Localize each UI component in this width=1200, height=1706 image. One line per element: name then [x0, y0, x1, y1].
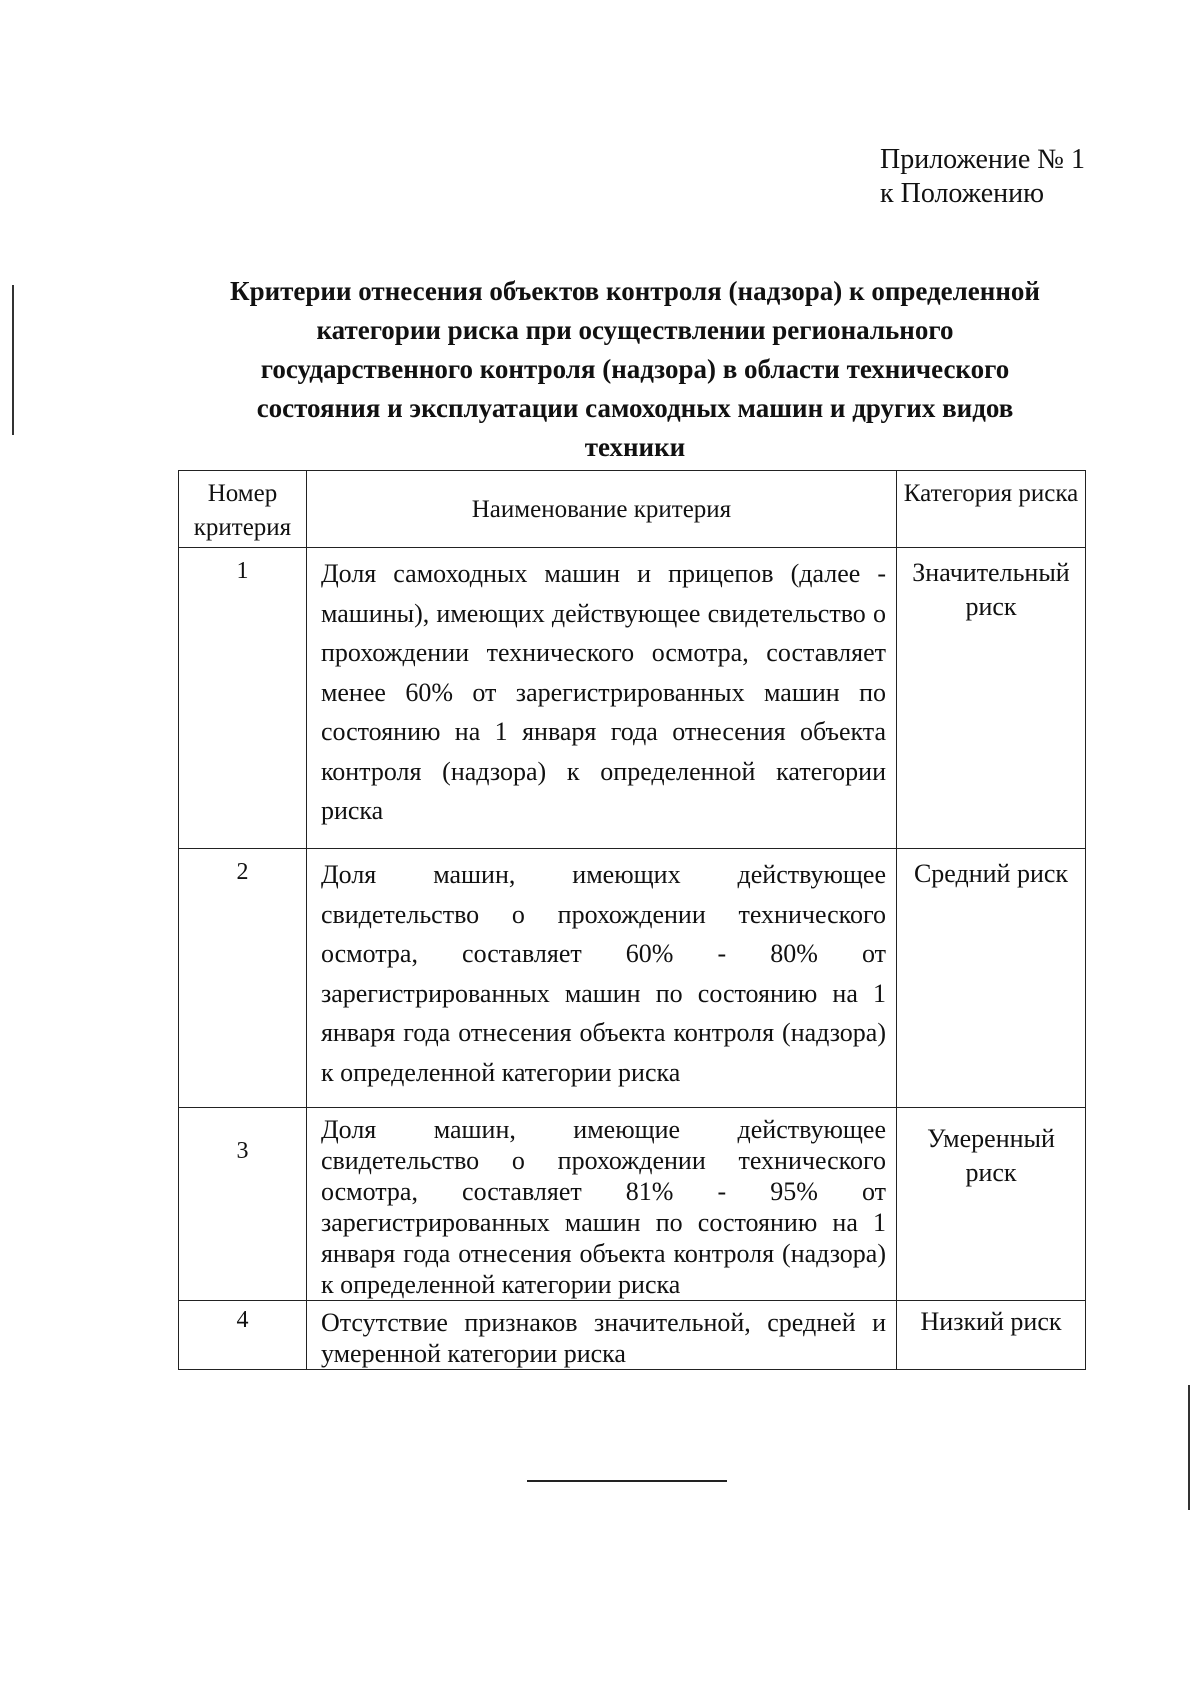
criterion-name: Доля машин, имеющих действующее свидетельство о прохождении технического осмотра, составляет 60% - 80% от зарегистрированных машин по состоянию на 1 января года отнесения объекта контроля (надзора) к определенной категории риска	[306, 849, 896, 1108]
document-title	[190, 272, 1080, 467]
criterion-number: 1	[179, 548, 307, 849]
end-of-document-rule	[527, 1480, 727, 1482]
table-row	[179, 548, 1086, 849]
table-row	[179, 1301, 1086, 1370]
scan-edge-mark-left	[12, 285, 14, 435]
title-line-4: состояния и эксплуатации самоходных машин и других видов	[256, 393, 1014, 423]
table-header-row	[179, 471, 1086, 548]
header-name: Наименование критерия	[306, 471, 896, 548]
title-line-5: техники	[584, 432, 686, 462]
criterion-name: Доля машин, имеющие действующее свидетельство о прохождении технического осмотра, составляет 81% - 95% от зарегистрированных машин по состоянию на 1 января года отнесения объекта контроля (надзора) к определенной категории риска	[306, 1108, 896, 1301]
title-line-3: государственного контроля (надзора) в области технического	[260, 354, 1010, 384]
criterion-category: Низкий риск	[897, 1301, 1086, 1370]
appendix-number: Приложение № 1	[880, 144, 1085, 175]
criterion-name: Доля самоходных машин и прицепов (далее - машины), имеющих действующее свидетельство о прохождении технического осмотра, составляет менее 60% от зарегистрированных машин по состоянию на 1 января года отнесения объекта контроля (надзора) к определенной категории риска	[306, 548, 896, 849]
criterion-number: 2	[179, 849, 307, 1108]
criterion-name: Отсутствие признаков значительной, средней и умеренной категории риска	[306, 1301, 896, 1370]
header-category: Категория риска	[897, 471, 1086, 548]
criterion-category: Значительный риск	[897, 548, 1086, 849]
criterion-category: Средний риск	[897, 849, 1086, 1108]
criterion-number: 3	[179, 1108, 307, 1301]
criterion-number: 4	[179, 1301, 307, 1370]
title-line-1: Критерии отнесения объектов контроля (надзора) к определенной	[230, 276, 1040, 306]
table-row	[179, 849, 1086, 1108]
header-number: Номер критерия	[179, 471, 307, 548]
appendix-reference	[880, 143, 1085, 211]
criterion-category: Умеренный риск	[897, 1108, 1086, 1301]
appendix-regulation: к Положению	[880, 178, 1045, 209]
title-line-2: категории риска при осуществлении регионального	[316, 315, 954, 345]
scan-edge-mark-right	[1188, 1385, 1190, 1510]
criteria-table	[178, 470, 1086, 1370]
table-row	[179, 1108, 1086, 1301]
